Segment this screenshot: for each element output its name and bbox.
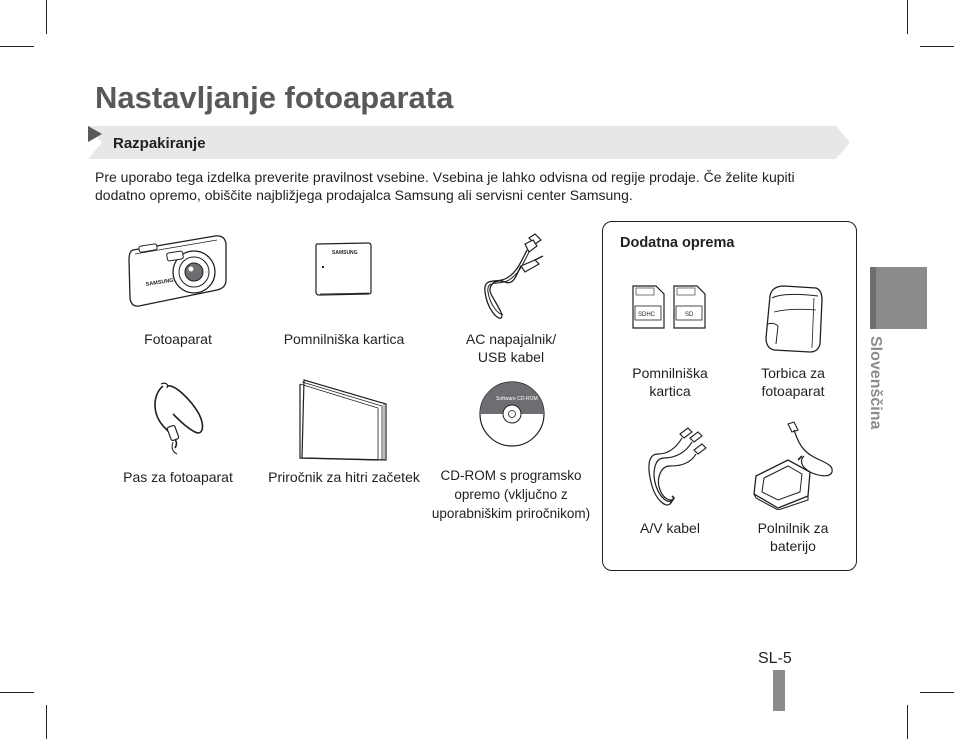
optional-item-charger: [740, 420, 846, 555]
strap-label: Pas za fotoaparat: [123, 469, 233, 485]
language-tab: [870, 267, 927, 329]
crop-mark: [907, 705, 908, 739]
crop-mark: [46, 0, 47, 34]
manual-image: [298, 376, 392, 462]
cdrom-image: [478, 380, 546, 448]
page-number-bar: [773, 670, 785, 711]
battery-image: [314, 240, 374, 296]
manual-label: Priročnik za hitri začetek: [268, 469, 420, 485]
item-cdrom: [428, 376, 594, 526]
camera-label: Fotoaparat: [144, 331, 212, 347]
camera-image: [127, 230, 227, 308]
battery-brand-text: SAMSUNG: [332, 250, 358, 256]
crop-mark: [46, 705, 47, 739]
adapter-label-line2: USB kabel: [477, 349, 545, 365]
crop-mark: [907, 0, 908, 34]
sd-cards-image: [630, 284, 712, 330]
optional-memory-card-line2: kartica: [649, 383, 691, 399]
crop-mark: [0, 46, 34, 47]
battery-charger-image: [748, 420, 840, 510]
av-cable-image: [636, 424, 710, 510]
section-title: Razpakiranje: [113, 135, 206, 152]
page-title: Nastavljanje fotoaparata: [95, 80, 454, 115]
language-tab-edge: [870, 267, 876, 329]
crop-mark: [920, 46, 954, 47]
language-label: Slovenščina: [867, 336, 884, 430]
cdrom-label-line1: CD-ROM s programsko: [440, 468, 582, 483]
item-strap: [113, 376, 243, 491]
crop-mark: [920, 692, 954, 693]
case-label-line2: fotoaparat: [761, 383, 825, 399]
cdrom-label-line3: uporabniškim priročnikom): [431, 506, 591, 521]
optional-accessories-title: Dodatna oprema: [620, 235, 735, 251]
sd-text: SD: [685, 312, 694, 318]
item-memory-card: [274, 228, 414, 353]
optional-item-memory-card: [612, 280, 728, 402]
cd-label-text: Software CD-ROM: [496, 396, 538, 402]
crop-mark: [0, 692, 34, 693]
section-header: [88, 126, 850, 159]
adapter-label-line1: AC napajalnik/: [465, 331, 557, 347]
optional-item-av-cable: [616, 420, 724, 555]
optional-memory-card-line1: Pomnilniška: [632, 365, 708, 381]
camera-brand-text: SAMSUNG: [145, 277, 175, 288]
camera-case-image: [760, 282, 826, 354]
adapter-cable-image: [477, 232, 545, 326]
item-camera: [118, 228, 238, 353]
next-arrow-icon: [88, 126, 102, 142]
optional-item-case: [738, 280, 848, 402]
page-number: SL-5: [758, 650, 792, 667]
strap-image: [143, 380, 213, 456]
item-adapter: [455, 228, 567, 378]
language-label-wrapper: [866, 336, 888, 446]
memory-card-label: Pomnilniška kartica: [283, 331, 405, 347]
intro-text: Pre uporabo tega izdelka preverite pravilnost vsebine. Vsebina je lahko odvisna od regije prodaje. Če želite kupiti dodatno opremo, obiščite najbližjega prodajalca Samsung ali servisni center Samsung.: [95, 169, 795, 203]
charger-label-line1: Polnilnik za: [757, 520, 829, 536]
cdrom-label-line2: opremo (vključno z: [454, 487, 568, 502]
sdhc-text: SDHC: [638, 312, 656, 318]
av-cable-label: A/V kabel: [640, 520, 700, 536]
case-label-line1: Torbica za: [761, 365, 825, 381]
charger-label-line2: baterijo: [770, 538, 816, 554]
item-manual: [262, 376, 426, 491]
